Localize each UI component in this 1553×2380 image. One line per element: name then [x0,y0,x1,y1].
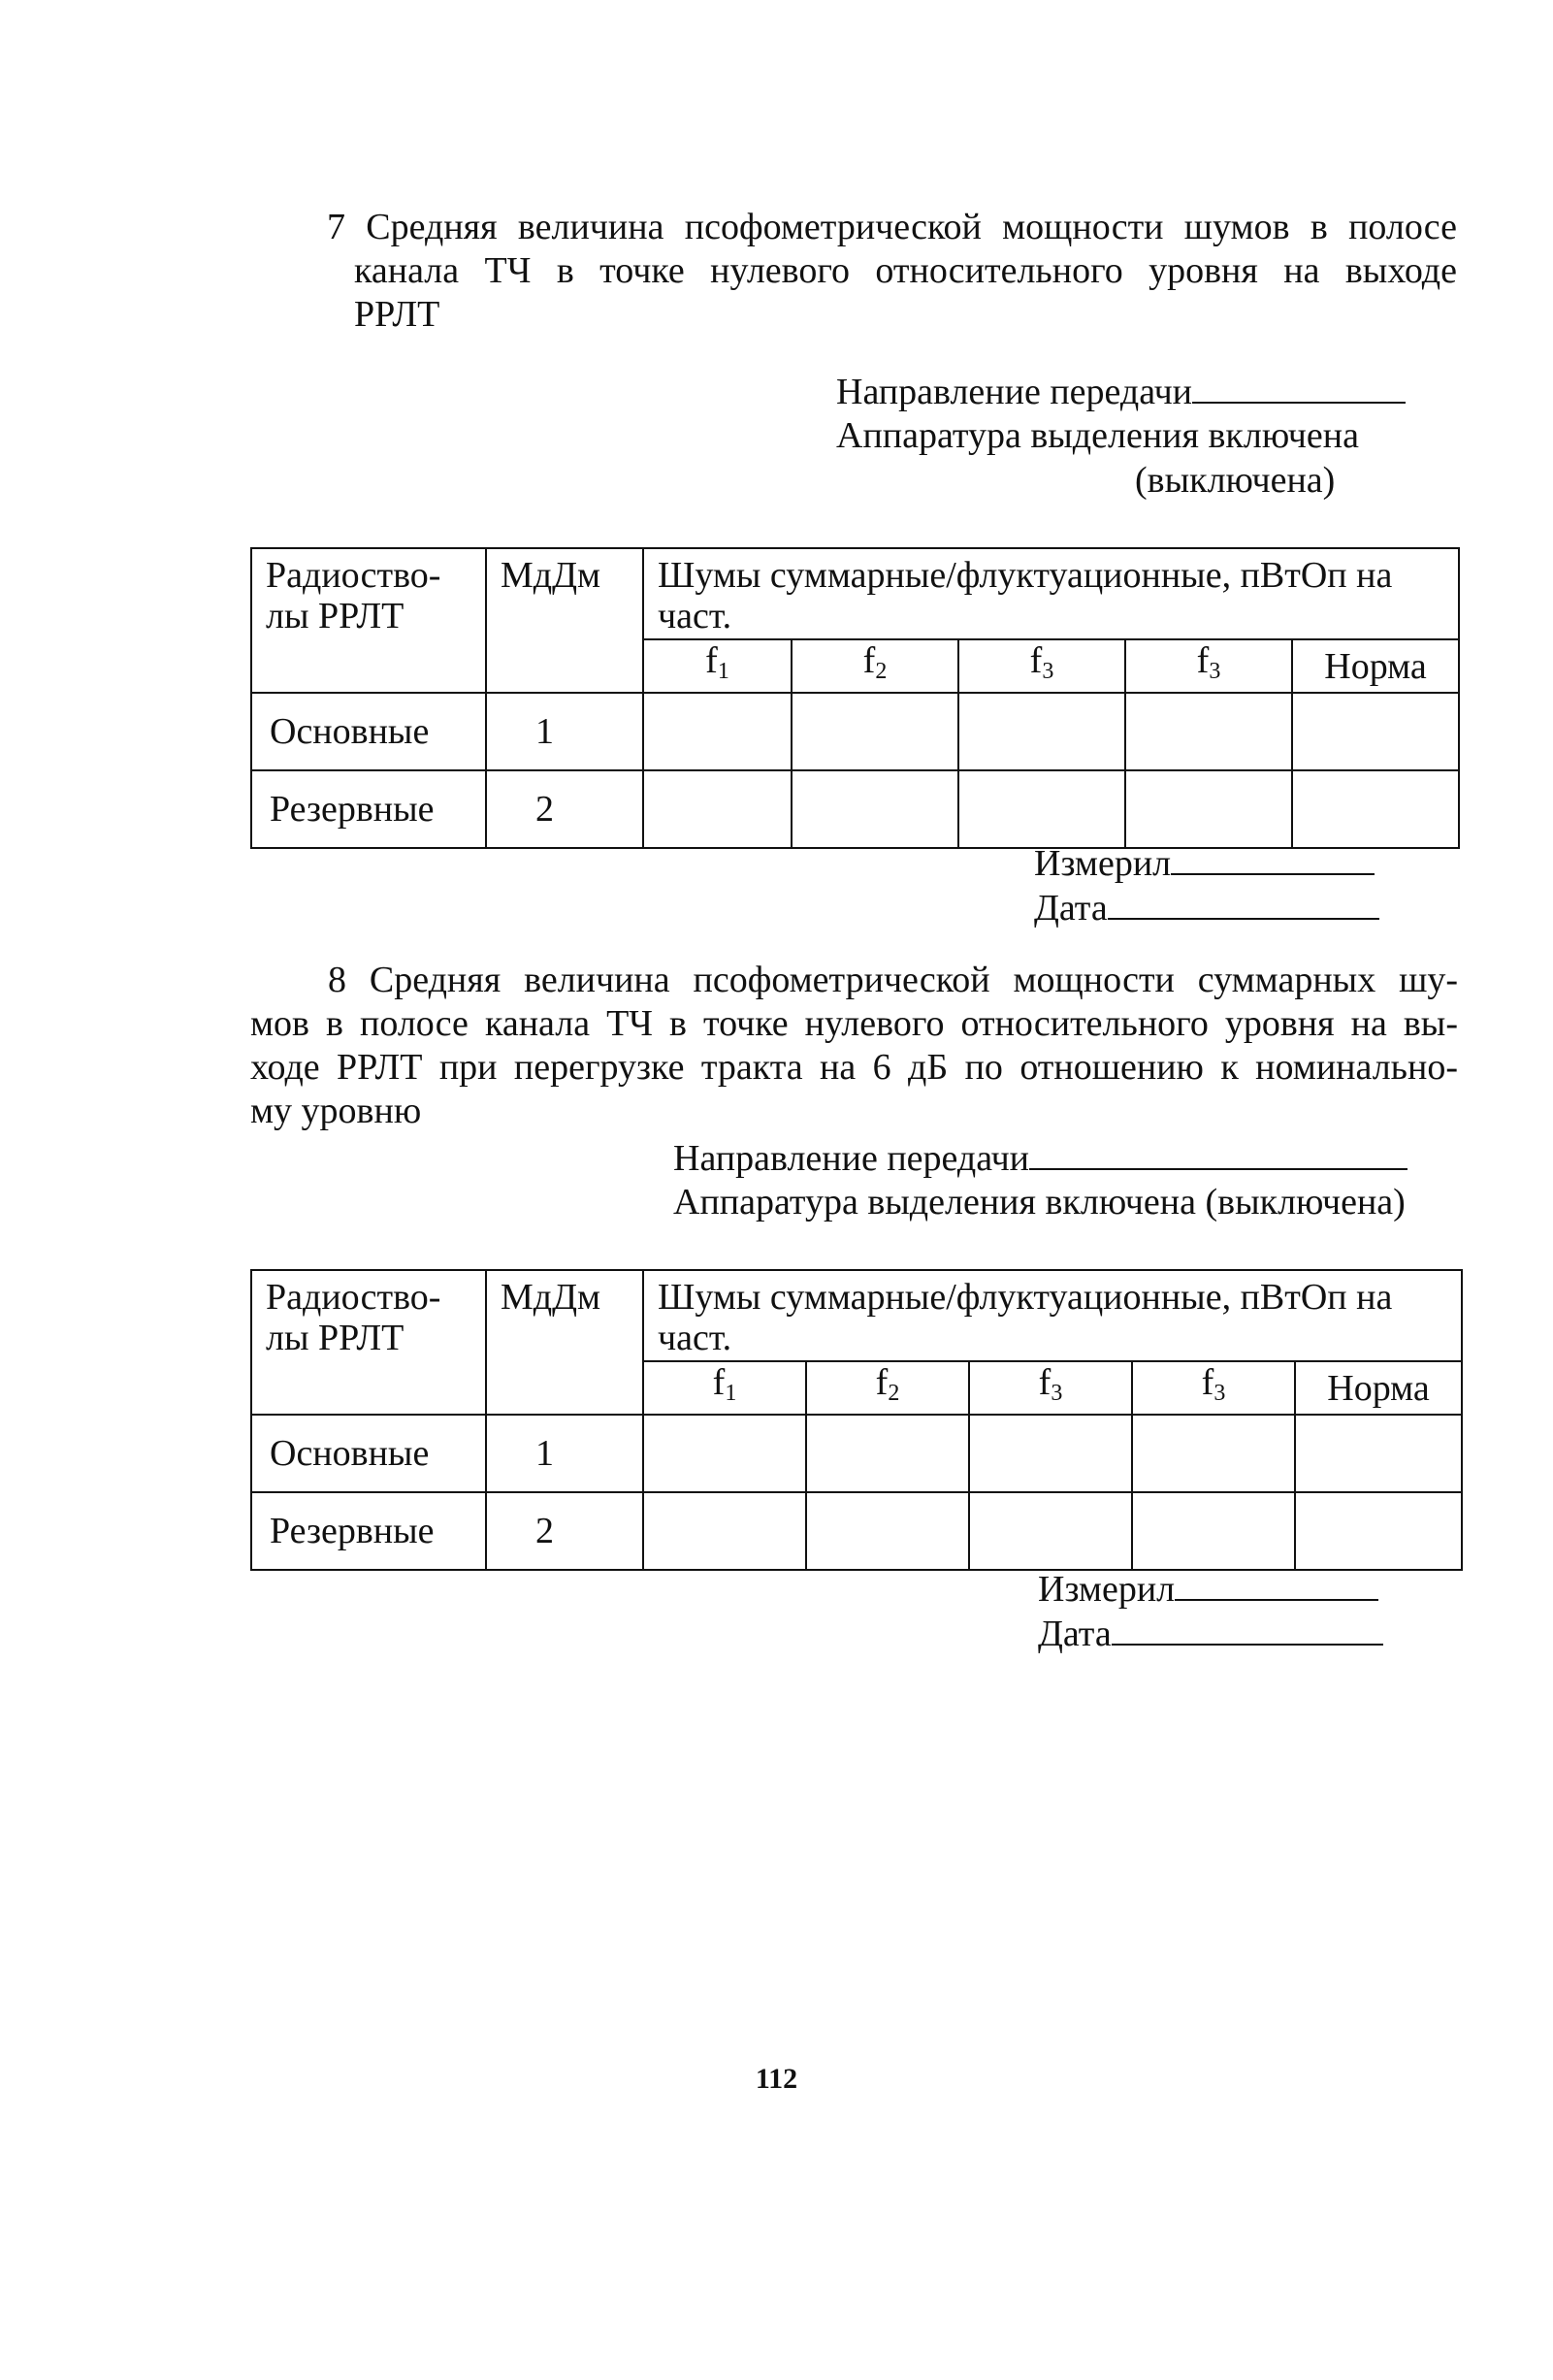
row-label-reserve: Резервные [251,770,486,848]
section8-date [1038,1611,1383,1656]
cell-f1[interactable] [643,1492,806,1570]
measured-blank[interactable] [1175,1566,1378,1601]
direction-blank[interactable] [1029,1135,1407,1170]
direction-label: Направление передачи [836,372,1193,412]
section8-equipment [673,1180,1406,1224]
section7-date [1034,885,1379,930]
section8-heading-line3: ходе РРЛТ при перегрузке тракта на 6 дБ по отношению к номинально- [250,1047,1458,1088]
freq-base: f [875,1362,889,1403]
freq-sub: 3 [1042,659,1054,684]
freq-sub: 2 [888,1381,900,1406]
section8-direction [673,1135,1407,1181]
cell-norm[interactable] [1295,1415,1462,1492]
cell-f2[interactable] [806,1415,969,1492]
freq-base: f [705,640,718,681]
freq-sub: 3 [1213,1381,1226,1406]
section7-direction [836,369,1406,414]
measured-label: Измерил [1038,1569,1176,1610]
date-blank[interactable] [1112,1611,1383,1646]
section7-heading-line2: канала ТЧ в точке нулевого относительного уровня на выходе [354,250,1457,291]
header-radio-trunks-line1: Радиоство- [266,1277,441,1318]
freq-base: f [712,1362,726,1403]
equipment-label: Аппаратура выделения включена (выключена) [673,1182,1406,1223]
table-row [251,1492,1462,1570]
section8-heading-line1: 8 Средняя величина псофометрической мощности суммарных шу- [328,960,1458,1000]
freq-base: f [1029,640,1043,681]
header-radio-trunks [251,548,486,693]
freq-base: f [1201,1362,1214,1403]
section8-heading-line2: мов в полосе канала ТЧ в точке нулевого относительного уровня на вы- [250,1003,1458,1044]
cell-f1[interactable] [643,770,792,848]
measured-label: Измерил [1034,843,1172,884]
freq-header-f1 [643,639,792,693]
freq-sub: 1 [717,659,729,684]
header-radio-trunks-line1: Радиоство- [266,555,441,596]
header-noise-line1: Шумы суммарные/флуктуационные, пВтОп на [658,1277,1393,1318]
cell-f1[interactable] [643,693,792,770]
freq-base: f [1196,640,1210,681]
section7-equipment [836,413,1359,458]
section7-heading [327,206,1457,337]
direction-label: Направление передачи [673,1138,1030,1179]
norm-header: Норма [1295,1361,1462,1415]
freq-header-f1 [643,1361,806,1415]
row-num: 2 [486,770,643,848]
freq-sub: 3 [1209,659,1221,684]
cell-f3b[interactable] [1125,770,1292,848]
freq-header-f3b [1125,639,1292,693]
freq-sub: 2 [875,659,888,684]
header-noise [643,1270,1462,1361]
section8-measured [1038,1566,1378,1612]
cell-f3[interactable] [969,1492,1132,1570]
freq-header-f3 [969,1361,1132,1415]
cell-norm[interactable] [1292,693,1459,770]
measured-blank[interactable] [1171,840,1375,875]
section7-number: 7 [327,207,345,247]
header-radio-trunks-line2: лы РРЛТ [266,596,404,636]
section7-measured [1034,840,1375,886]
table-row [251,693,1459,770]
header-radio-trunks-line2: лы РРЛТ [266,1318,404,1358]
freq-header-f2 [806,1361,969,1415]
cell-f3[interactable] [958,770,1125,848]
section8-table [250,1269,1463,1571]
header-noise-line2: част. [658,1318,732,1358]
freq-header-f2 [792,639,958,693]
date-label: Дата [1038,1614,1112,1654]
section8-heading-line4: му уровню [250,1091,422,1131]
cell-f3[interactable] [969,1415,1132,1492]
equipment-label: Аппаратура выделения включена [836,415,1359,456]
header-mddm: МдДм [486,548,643,693]
section7-heading-line3: РРЛТ [354,294,440,335]
row-label-reserve: Резервные [251,1492,486,1570]
freq-header-f3 [958,639,1125,693]
header-noise [643,548,1459,639]
cell-f3b[interactable] [1132,1415,1295,1492]
cell-f3b[interactable] [1132,1492,1295,1570]
section7-heading-line1: Средняя величина псофометрической мощности шумов в полосе [366,207,1458,247]
cell-norm[interactable] [1292,770,1459,848]
row-num: 1 [486,1415,643,1492]
freq-sub: 3 [1051,1381,1063,1406]
norm-header: Норма [1292,639,1459,693]
header-mddm: МдДм [486,1270,643,1415]
header-noise-line2: част. [658,596,732,636]
cell-f3[interactable] [958,693,1125,770]
direction-blank[interactable] [1192,369,1406,404]
section8-heading [250,959,1458,1133]
row-label-main: Основные [251,1415,486,1492]
freq-base: f [1038,1362,1052,1403]
table-row [251,770,1459,848]
row-num: 1 [486,693,643,770]
date-blank[interactable] [1108,885,1379,920]
cell-f2[interactable] [792,770,958,848]
section7-table [250,547,1460,849]
equipment-alt-label: (выключена) [1135,460,1336,501]
freq-sub: 1 [725,1381,737,1406]
cell-f2[interactable] [792,693,958,770]
section7-equipment-alt [1135,458,1335,503]
date-label: Дата [1034,888,1108,929]
row-label-main: Основные [251,693,486,770]
cell-f3b[interactable] [1125,693,1292,770]
table-row [251,1415,1462,1492]
cell-f2[interactable] [806,1492,969,1570]
freq-base: f [862,640,876,681]
page-number: 112 [755,2063,798,2095]
header-radio-trunks [251,1270,486,1415]
header-noise-line1: Шумы суммарные/флуктуационные, пВтОп на [658,555,1393,596]
row-num: 2 [486,1492,643,1570]
cell-f1[interactable] [643,1415,806,1492]
freq-header-f3b [1132,1361,1295,1415]
cell-norm[interactable] [1295,1492,1462,1570]
